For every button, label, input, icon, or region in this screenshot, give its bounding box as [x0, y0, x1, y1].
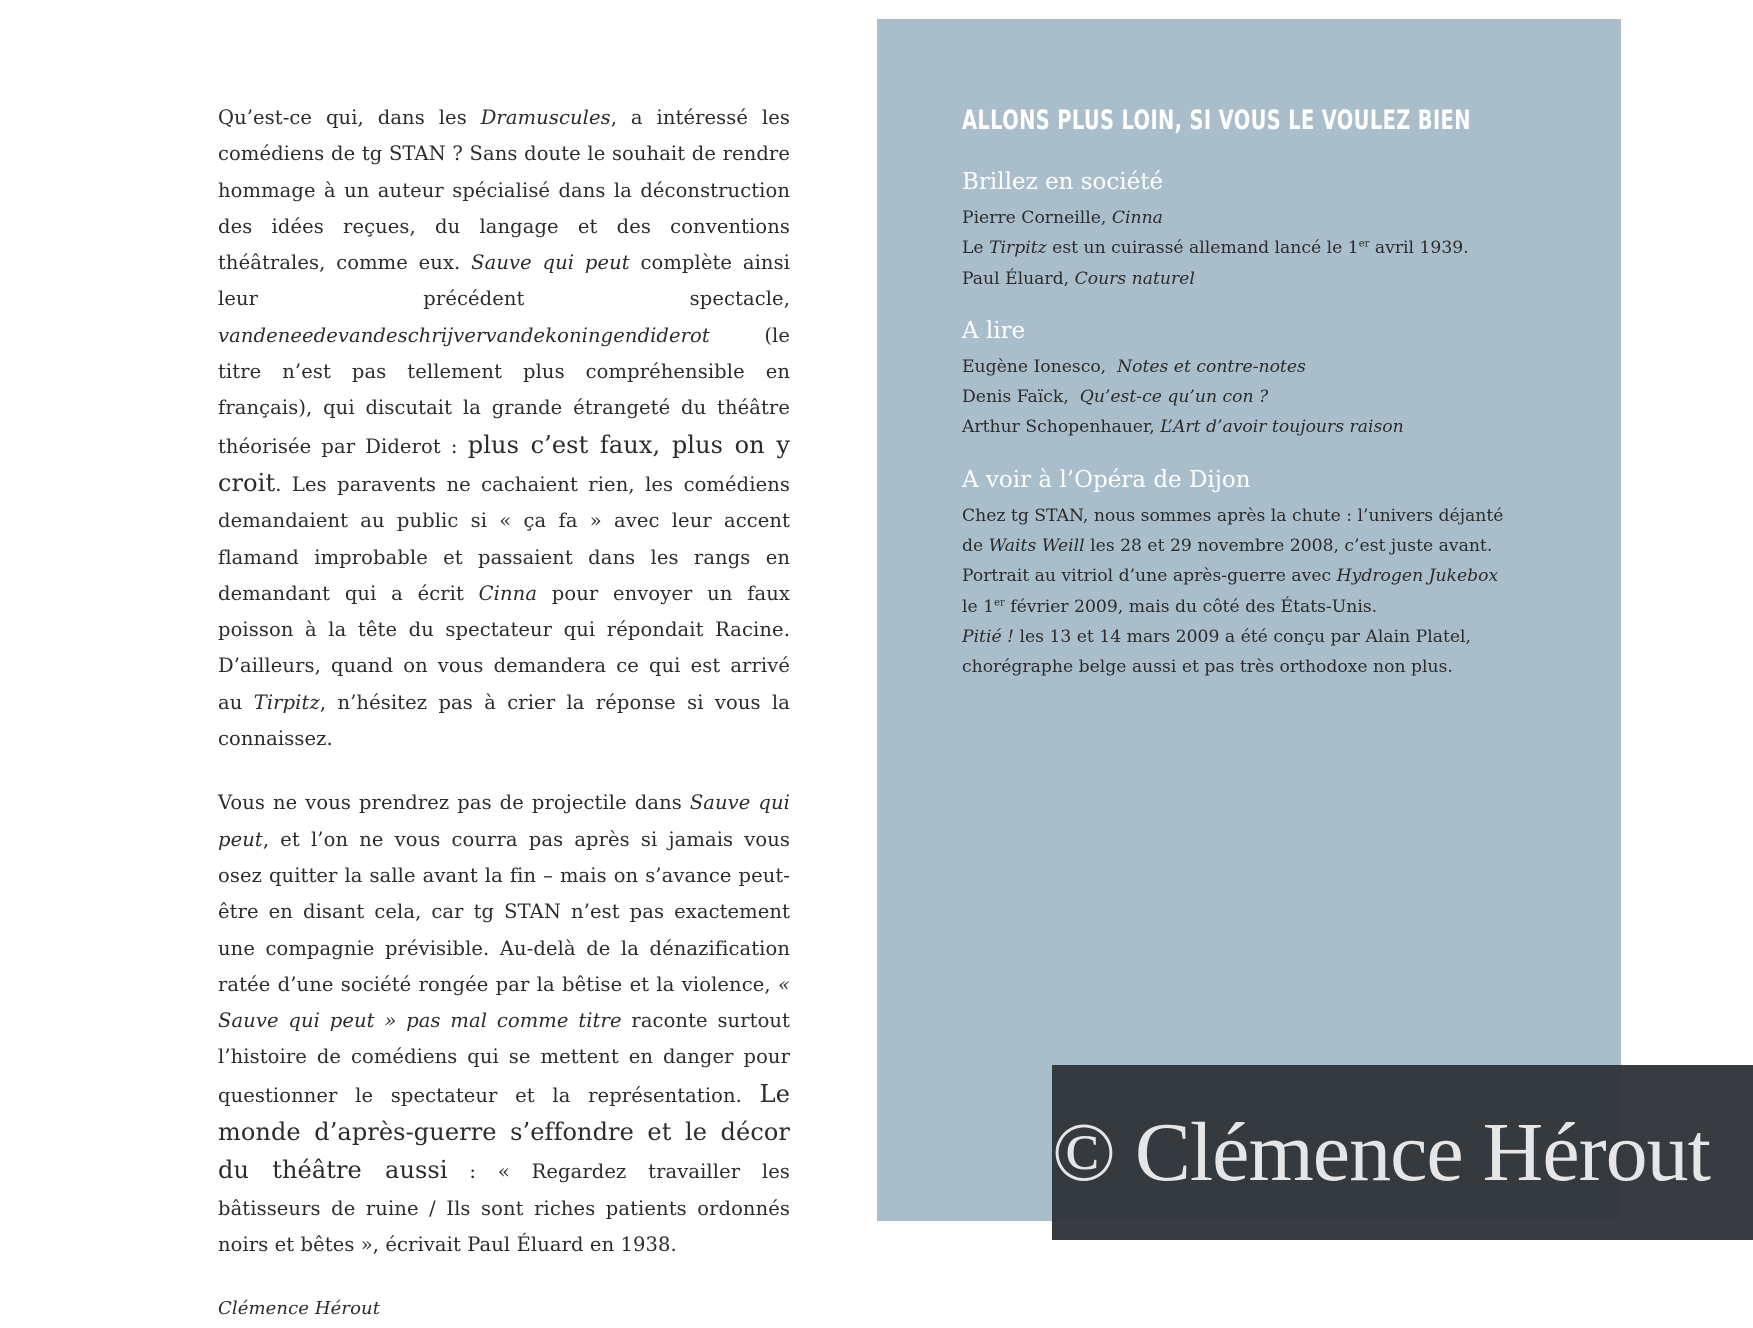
- section-line: [962, 203, 1552, 233]
- text-run: les 28 et 29 novembre 2008, c’est juste avant.: [1084, 536, 1493, 557]
- text-run-italic: Cinna: [478, 581, 538, 605]
- text-run-italic: Sauve qui peut: [218, 791, 790, 851]
- section-line: [962, 264, 1552, 294]
- text-run: Eugène Ionesco,: [962, 356, 1118, 377]
- text-run: complète ainsi leur précédent spectacle,: [218, 251, 791, 311]
- text-run: Portrait au vitriol d’une après-guerre avec: [962, 566, 1337, 587]
- text-run-italic: Dramuscules: [480, 106, 611, 129]
- text-run-italic: Cours naturel: [1074, 268, 1195, 289]
- section-heading: Brillez en société: [962, 169, 1164, 195]
- text-run: les 13 et 14 mars 2009 a été conçu par Alain Platel,: [1014, 626, 1471, 647]
- text-run: raconte surtout l’histoire de comédiens qui se mettent en danger pour questionner le spectateur et la représentation.: [218, 1009, 790, 1107]
- text-run: , a intéressé les comédiens de tg STAN ? Sans doute le souhait de rendre hommage à un auteur spécialisé dans la déconstruction des idées reçues, du langage et des conventions théâtrales, comme eux.: [218, 106, 790, 275]
- pull-quote: plus c’est faux, plus on y croit: [218, 430, 790, 497]
- section-a-lire: [962, 316, 1552, 443]
- text-run: , n’hésitez pas à crier la réponse si vous la connaissez.: [218, 690, 790, 751]
- text-run: Arthur Schopenhauer,: [962, 417, 1161, 438]
- text-run: Qu’est-ce qui, dans les: [218, 106, 481, 129]
- text-run-italic: Notes et contre-notes: [1117, 356, 1306, 377]
- text-run-italic: L’Art d’avoir toujours raison: [1160, 417, 1404, 438]
- text-run: pour envoyer un faux poisson à la tête du spectateur qui répondait Racine. D’ailleurs, quand on vous demandera ce qui est arrivé au: [218, 581, 790, 714]
- section-line: [962, 622, 1552, 652]
- text-run: Vous ne vous prendrez pas de projectile dans: [218, 791, 690, 815]
- pull-quote: Le monde d’après-guerre s’effondre et le décor du théâtre aussi: [218, 1079, 790, 1185]
- section-line: [962, 561, 1552, 591]
- article-paragraph-1: [218, 100, 790, 757]
- further-reading-sidebar: [877, 19, 1621, 1221]
- section-line: [962, 233, 1552, 263]
- text-run-italic: Sauve qui peut: [471, 251, 630, 275]
- section-line: [962, 352, 1552, 382]
- text-run-italic: Cinna: [1111, 208, 1163, 228]
- section-line: Chez tg STAN, nous sommes après la chute : l’univers déjanté: [962, 505, 1504, 526]
- text-run-italic: Tirpitz: [253, 690, 320, 714]
- text-run: de: [962, 536, 989, 557]
- article-author: Clémence Hérout: [218, 1298, 381, 1320]
- section-heading: A voir à l’Opéra de Dijon: [962, 466, 1251, 493]
- section-heading: A lire: [962, 317, 1026, 344]
- text-run-italic: Waits Weill: [988, 536, 1085, 557]
- sidebar-title: ALLONS PLUS LOIN, SI VOUS LE VOULEZ BIEN: [962, 105, 1471, 136]
- article-paragraph-2: [218, 785, 790, 1263]
- text-run: février 2009, mais du côté des États-Unis.: [1004, 596, 1378, 617]
- section-line: [962, 382, 1552, 412]
- superscript: er: [1358, 238, 1370, 250]
- text-run: . Les paravents ne cachaient rien, les comédiens demandaient au public si « ça fa » avec leur accent flamand improbable et passaient dans les rangs en demandant qui a écrit: [218, 472, 790, 605]
- section-line: [962, 531, 1552, 561]
- section-line: [962, 412, 1552, 442]
- text-run: Le: [962, 238, 990, 259]
- text-run-italic: vandeneedevandeschrijvervandekoningendiderot: [218, 323, 710, 347]
- section-brillez: [962, 167, 1552, 294]
- watermark-text: © Clémence Hérout: [1052, 1106, 1710, 1199]
- text-run-italic: Pitié !: [962, 626, 1015, 647]
- copyright-watermark: [1052, 1065, 1753, 1240]
- text-run: est un cuirassé allemand lancé le 1: [1046, 238, 1359, 259]
- text-run: , et l’on ne vous courra pas après si jamais vous osez quitter la salle avant la fin – mais on s’avance peut-être en disant cela, car tg STAN n’est pas exactement une compagnie prévisible. Au-delà de la dénazification ratée d’une société rongée par la bêtise et la violence,: [218, 827, 790, 996]
- sidebar-content: [962, 101, 1552, 705]
- text-run: : « Regardez travailler les bâtisseurs de ruine / Ils sont riches patients ordonnés noirs et bêtes », écrivait Paul Éluard en 1938.: [218, 1160, 790, 1256]
- text-run: avril 1939.: [1369, 238, 1469, 259]
- text-run: (le titre n’est pas tellement plus compréhensible en français), qui discutait la grande étrangeté du théâtre théorisée par Diderot :: [218, 323, 790, 458]
- text-run-italic: « Sauve qui peut » pas mal comme titre: [218, 972, 790, 1033]
- section-line: chorégraphe belge aussi et pas très orthodoxe non plus.: [962, 657, 1453, 678]
- section-a-voir: [962, 465, 1552, 683]
- superscript: er: [994, 596, 1005, 608]
- text-run: Denis Faïck,: [962, 387, 1080, 408]
- text-run-italic: Qu’est-ce qu’un con ?: [1079, 387, 1269, 408]
- section-line: [962, 592, 1552, 622]
- text-run: le 1: [962, 596, 995, 617]
- text-run: Paul Éluard,: [962, 268, 1075, 289]
- text-run-italic: Tirpitz: [989, 238, 1047, 259]
- text-run: Pierre Corneille,: [962, 208, 1112, 228]
- article-body: [218, 100, 790, 1328]
- text-run-italic: Hydrogen Jukebox: [1336, 566, 1499, 587]
